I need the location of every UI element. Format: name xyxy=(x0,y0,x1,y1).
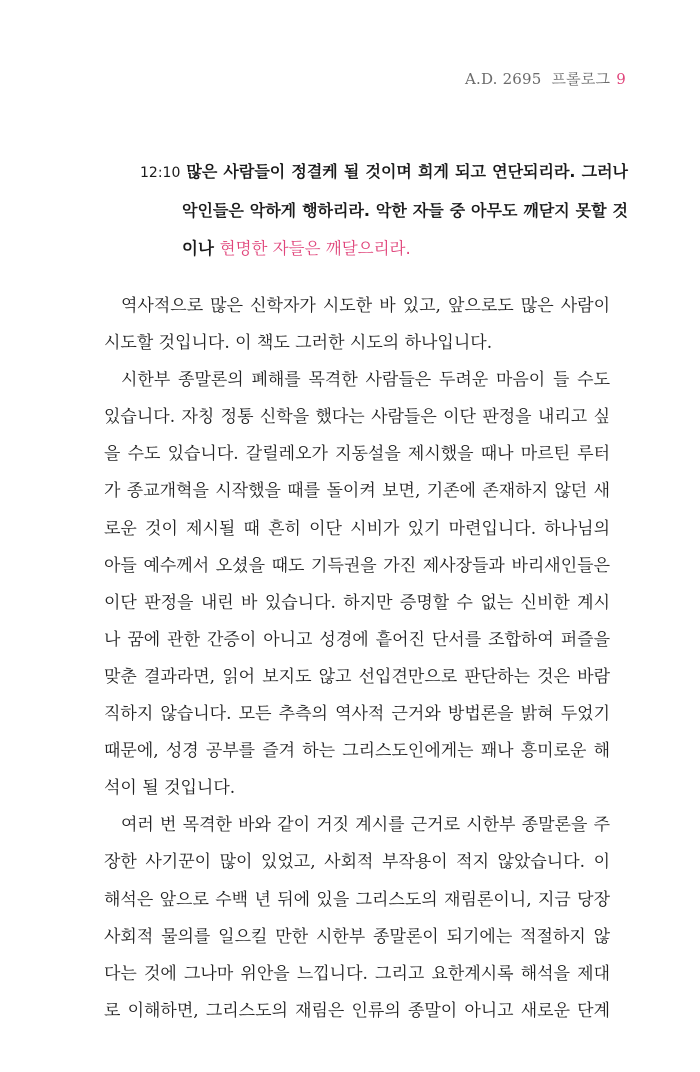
body-line: 때문에, 성경 공부를 즐겨 하는 그리스도인에게는 꽤나 흥미로운 해 xyxy=(104,741,610,762)
body-line: 시도할 것입니다. 이 책도 그러한 시도의 하나입니다. xyxy=(104,333,493,354)
body-line: 다는 것에 그나마 위안을 느낍니다. 그리고 요한계시록 해석을 제대 xyxy=(104,963,610,984)
body-line: 로운 것이 제시될 때 흔히 이단 시비가 있기 마련입니다. 하나님의 xyxy=(104,518,610,539)
verse-reference: 12:10 xyxy=(140,165,181,181)
body-text xyxy=(104,288,610,1030)
running-title: A.D. 2695 프롤로그 xyxy=(464,70,611,88)
body-line: 사회적 물의를 일으킬 만한 시한부 종말론이 되기에는 적절하지 않 xyxy=(104,926,610,947)
page-number: 9 xyxy=(616,70,626,88)
verse-line-2: 악인들은 악하게 행하리라. 악한 자들 중 아무도 깨닫지 못할 것 xyxy=(182,201,628,220)
body-line: 있습니다. 자칭 정통 신학을 했다는 사람들은 이단 판정을 내리고 싶 xyxy=(104,407,610,428)
body-line: 이단 판정을 내린 바 있습니다. 하지만 증명할 수 없는 신비한 계시 xyxy=(104,592,610,613)
body-line: 로 이해하면, 그리스도의 재림은 인류의 종말이 아니고 새로운 단계 xyxy=(104,1000,610,1021)
body-line: 해석은 앞으로 수백 년 뒤에 있을 그리스도의 재림론이니, 지금 당장 xyxy=(104,889,610,910)
scripture-quote xyxy=(140,153,628,268)
body-line: 석이 될 것입니다. xyxy=(104,778,236,799)
verse-line-1 xyxy=(140,153,628,192)
body-line: 나 꿈에 관한 간증이 아니고 성경에 흩어진 단서를 조합하여 퍼즐을 xyxy=(104,629,610,650)
body-line: 장한 사기꾼이 많이 있었고, 사회적 부작용이 적지 않았습니다. 이 xyxy=(104,852,610,873)
body-line: 역사적으로 많은 신학자가 시도한 바 있고, 앞으로도 많은 사람이 xyxy=(121,296,610,316)
body-line: 여러 번 목격한 바와 같이 거짓 계시를 근거로 시한부 종말론을 주 xyxy=(121,815,610,836)
verse-text-1: 많은 사람들이 정결케 될 것이며 희게 되고 연단되리라. 그러나 xyxy=(186,162,628,181)
running-header xyxy=(465,68,626,89)
verse-text-3: 이나 xyxy=(182,239,220,258)
body-line: 가 종교개혁을 시작했을 때를 돌이켜 보면, 기존에 존재하지 않던 새 xyxy=(104,481,610,502)
body-line: 아들 예수께서 오셨을 때도 기득권을 가진 제사장들과 바리새인들은 xyxy=(104,555,610,576)
verse-highlight: 현명한 자들은 깨달으리라. xyxy=(219,239,411,258)
body-line: 직하지 않습니다. 모든 추측의 역사적 근거와 방법론을 밝혀 두었기 xyxy=(104,704,610,725)
verse-line-3 xyxy=(140,230,628,268)
body-line: 시한부 종말론의 폐해를 목격한 사람들은 두려운 마음이 들 수도 xyxy=(121,370,610,391)
body-line: 맞춘 결과라면, 읽어 보지도 않고 선입견만으로 판단하는 것은 바람 xyxy=(104,666,610,687)
body-line: 을 수도 있습니다. 갈릴레오가 지동설을 제시했을 때나 마르틴 루터 xyxy=(104,444,610,465)
